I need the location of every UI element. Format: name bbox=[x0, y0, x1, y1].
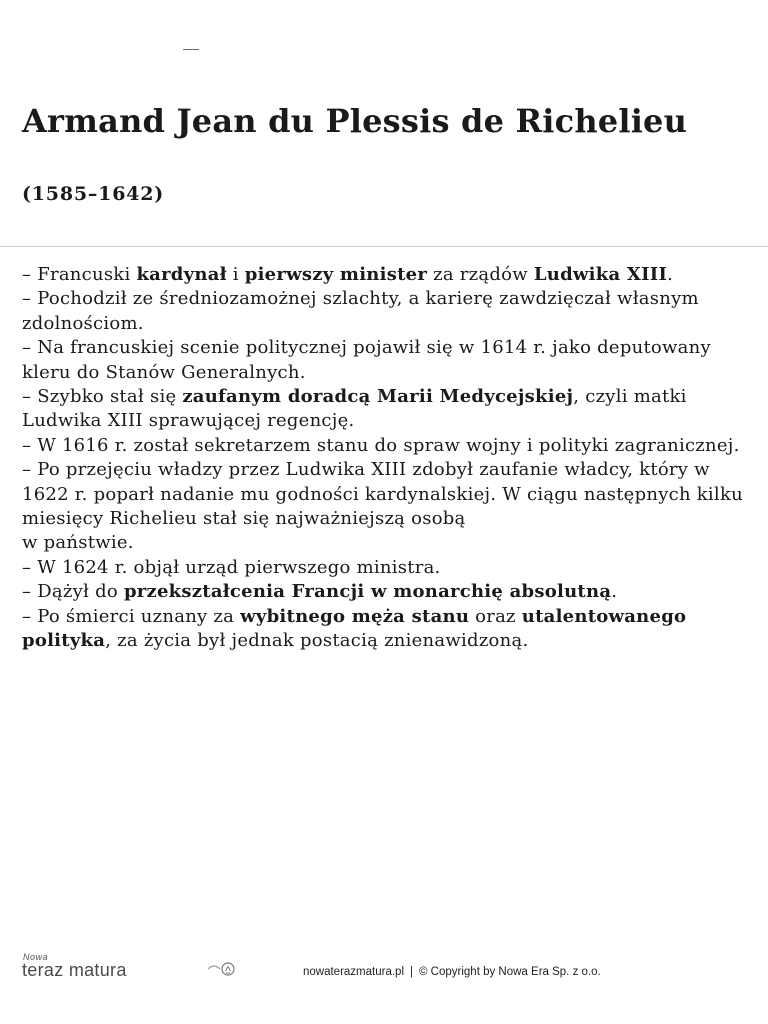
website-link[interactable]: nowaterazmatura.pl bbox=[303, 966, 404, 978]
bullet-paragraph bbox=[22, 556, 757, 580]
page-title: Armand Jean du Plessis de Richelieu bbox=[22, 102, 688, 140]
text-run: – Dążył do bbox=[22, 581, 124, 603]
publisher-logo bbox=[22, 952, 232, 988]
text-run: – W 1624 r. objął urząd pierwszego ministra. bbox=[22, 556, 441, 578]
bold-phrase: wybitnego męża stanu bbox=[240, 605, 470, 627]
footer-separator: | bbox=[410, 966, 413, 978]
top-dash-divider bbox=[183, 49, 199, 50]
bold-phrase: Ludwika XIII bbox=[533, 264, 668, 285]
text-run: – Po przejęciu władzy przez Ludwika XIII zdobył zaufanie władcy, który w 1622 r. poparł nadanie mu godności kardynalskiej. W ciągu następnych kilku miesięcy Richelieu stał się najważniejszą osobą bbox=[22, 459, 743, 530]
text-run: – W 1616 r. został sekretarzem stanu do spraw wojny i polityki zagranicznej. bbox=[22, 434, 740, 456]
bold-phrase: zaufanym doradcą Marii Medycejskiej bbox=[182, 386, 574, 408]
logo-small-text: Nowa bbox=[23, 952, 49, 962]
text-run: – Po śmierci uznany za bbox=[22, 605, 241, 627]
bullet-paragraph bbox=[22, 605, 757, 654]
text-run: . bbox=[667, 264, 674, 285]
bold-phrase: kardynał bbox=[136, 264, 227, 285]
bullet-paragraph bbox=[22, 531, 757, 555]
lightbulb-icon bbox=[206, 961, 236, 977]
footer bbox=[0, 950, 768, 990]
bold-phrase: pierwszy minister bbox=[244, 264, 428, 285]
copyright-text: © Copyright by Nowa Era Sp. z o.o. bbox=[419, 966, 601, 978]
text-run: – Szybko stał się bbox=[22, 386, 183, 408]
text-run: . bbox=[611, 581, 618, 603]
bullet-paragraph bbox=[22, 458, 757, 531]
text-run: w państwie. bbox=[22, 532, 134, 554]
bullet-paragraph bbox=[22, 434, 757, 458]
text-run: – Francuski bbox=[22, 264, 137, 285]
header-divider bbox=[0, 246, 768, 247]
bullet-paragraph bbox=[22, 263, 757, 287]
text-run: , za życia był jednak postacią znienawidzoną. bbox=[105, 630, 529, 652]
bold-phrase: przekształcenia Francji w monarchię absolutną bbox=[123, 581, 612, 603]
life-dates: (1585–1642) bbox=[22, 183, 165, 205]
bullet-paragraph bbox=[22, 287, 757, 336]
bold-phrase: utalentowanego polityka bbox=[22, 605, 687, 652]
bullet-paragraph bbox=[22, 385, 757, 434]
bullet-paragraph bbox=[22, 580, 757, 604]
text-run: oraz bbox=[469, 605, 522, 627]
logo-main-text: teraz matura bbox=[22, 960, 127, 980]
text-run: i bbox=[226, 264, 245, 285]
text-run: – Pochodził ze średniozamożnej szlachty, a karierę zawdzięczał własnym zdolnościom. bbox=[22, 288, 699, 334]
text-run: za rządów bbox=[427, 264, 534, 285]
footer-credits bbox=[303, 966, 601, 978]
text-run: , czyli matki Ludwika XIII sprawującej regencję. bbox=[22, 386, 687, 432]
biography-text bbox=[22, 263, 757, 654]
text-run: – Na francuskiej scenie politycznej pojawił się w 1614 r. jako deputowany kleru do Stanów Generalnych. bbox=[22, 337, 711, 383]
bullet-paragraph bbox=[22, 336, 757, 385]
